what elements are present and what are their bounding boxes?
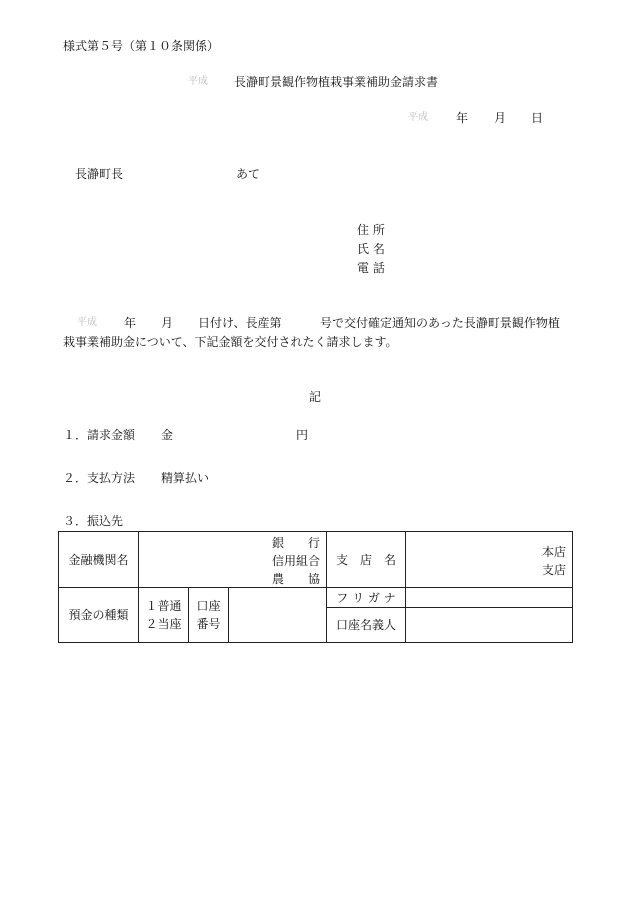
account-number-label-line2: 番号 bbox=[196, 617, 221, 631]
furigana-field[interactable] bbox=[406, 588, 573, 608]
institution-label: 金融機関名 bbox=[59, 532, 139, 588]
applicant-phone-label: 電 話 bbox=[357, 261, 385, 275]
deposit-type-options bbox=[139, 588, 189, 643]
date-day: 日 bbox=[531, 111, 544, 125]
body-day-part: 日付け、長産第 bbox=[198, 316, 282, 330]
bank-type-credit-union: 信用組合 bbox=[272, 554, 321, 568]
institution-name-field[interactable] bbox=[139, 532, 327, 588]
branch-type-options bbox=[542, 546, 566, 576]
account-holder-field[interactable] bbox=[406, 608, 573, 643]
document-title: 長瀞町景観作物植栽事業補助金請求書 bbox=[234, 75, 439, 89]
account-holder-label: 口座名義人 bbox=[327, 608, 406, 643]
branch-type-head: 本店 bbox=[542, 545, 567, 559]
account-number-field[interactable] bbox=[229, 588, 327, 643]
deposit-type-label: 預金の種類 bbox=[59, 588, 139, 643]
bank-account-table bbox=[58, 531, 573, 643]
furigana-label: フ リ ガ ナ bbox=[327, 588, 406, 608]
deposit-type-ordinary: １普通 bbox=[145, 599, 182, 613]
branch-label: 支 店 名 bbox=[327, 532, 406, 588]
date-month: 月 bbox=[494, 111, 507, 125]
body-year: 年 bbox=[124, 316, 137, 330]
form-reference: 様式第５号（第１０条関係） bbox=[63, 39, 220, 53]
date-year: 年 bbox=[456, 111, 469, 125]
ki-heading: 記 bbox=[309, 390, 322, 404]
amount-prefix: 金 bbox=[161, 428, 174, 442]
applicant-name-label: 氏 名 bbox=[357, 242, 385, 256]
branch-type-branch: 支店 bbox=[542, 563, 567, 577]
body-era-hint: 平成 bbox=[77, 317, 97, 328]
amount-unit: 円 bbox=[296, 428, 309, 442]
payment-method-value: 精算払い bbox=[161, 471, 210, 485]
account-number-label-line1: 口座 bbox=[196, 599, 221, 613]
body-line1-rest: 号で交付確定通知のあった長瀞町景観作物植 bbox=[320, 316, 560, 330]
applicant-address-label: 住 所 bbox=[357, 223, 385, 237]
title-era-hint: 平成 bbox=[188, 76, 208, 87]
account-number-label bbox=[189, 588, 229, 643]
body-month: 月 bbox=[161, 316, 174, 330]
branch-name-field[interactable] bbox=[406, 532, 573, 588]
addressee-suffix: あて bbox=[236, 167, 261, 181]
amount-label: １．請求金額 bbox=[63, 428, 136, 442]
bank-type-options bbox=[272, 537, 320, 585]
addressee-name: 長瀞町長 bbox=[75, 167, 124, 181]
transfer-label: ３．振込先 bbox=[63, 514, 124, 528]
body-line2: 栽事業補助金について、下記金額を交付されたく請求します。 bbox=[63, 335, 398, 349]
payment-method-label: ２．支払方法 bbox=[63, 471, 136, 485]
date-era-hint: 平成 bbox=[408, 112, 428, 123]
bank-type-agri-coop: 農 協 bbox=[272, 572, 321, 586]
bank-type-bank: 銀 行 bbox=[272, 536, 321, 550]
deposit-type-checking: ２当座 bbox=[145, 617, 182, 631]
